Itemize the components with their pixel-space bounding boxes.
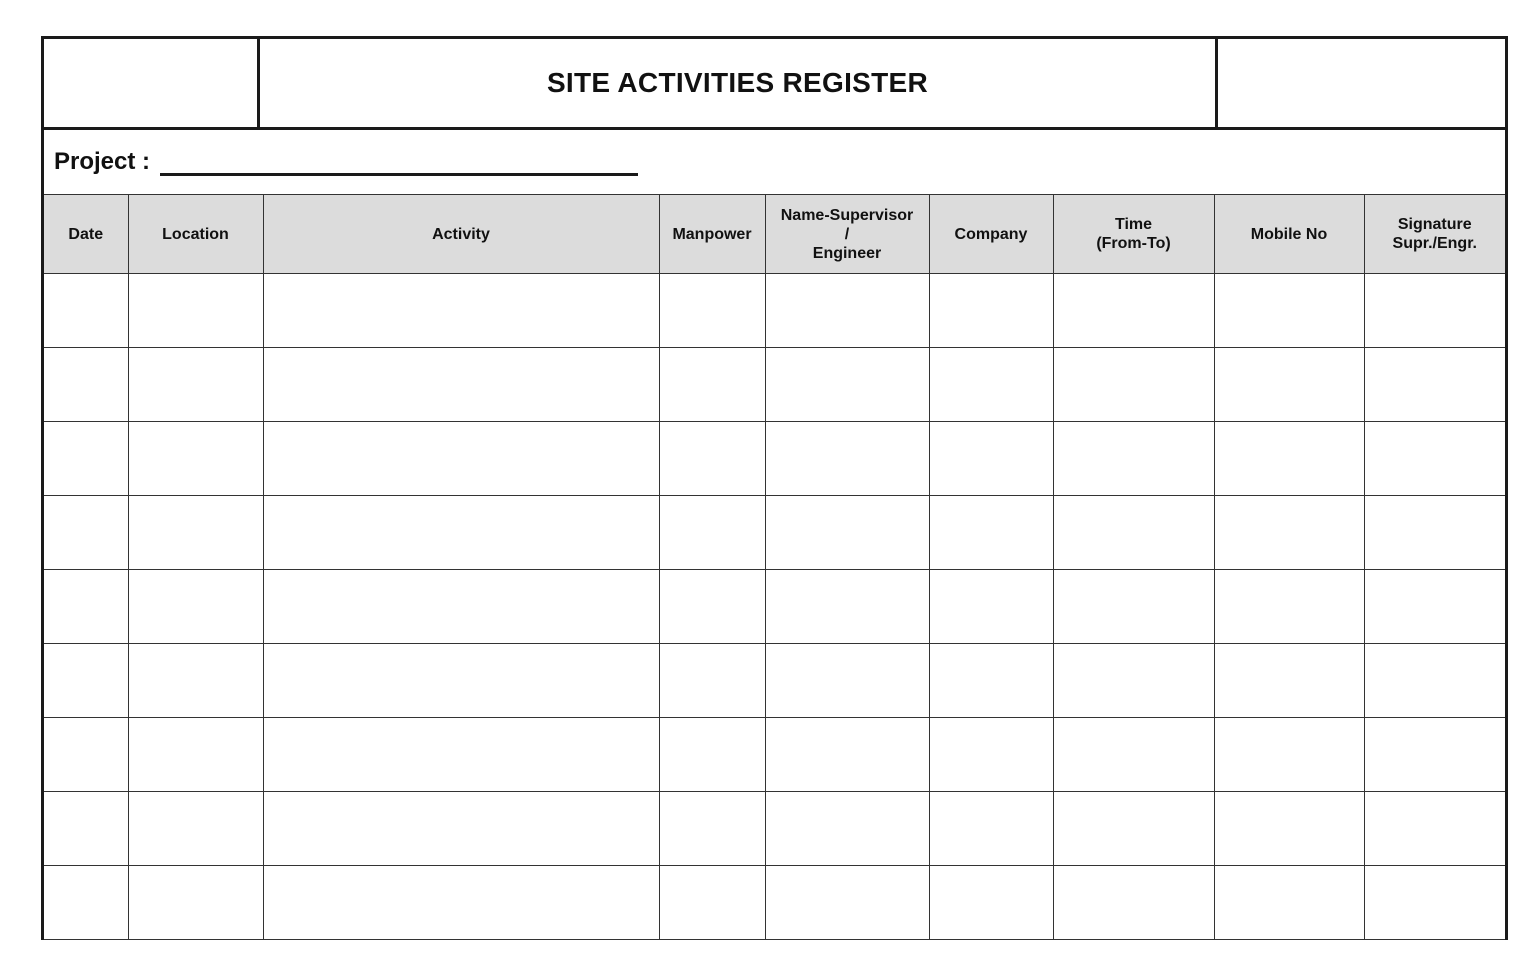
table-cell[interactable] [1364, 422, 1505, 496]
table-cell[interactable] [263, 718, 659, 792]
table-cell[interactable] [765, 348, 929, 422]
table-cell[interactable] [1214, 644, 1364, 718]
register-form [41, 36, 1508, 940]
table-cell[interactable] [659, 644, 765, 718]
table-cell[interactable] [1214, 422, 1364, 496]
table-body [44, 274, 1505, 940]
column-header-signature: Signature Supr./Engr. [1364, 195, 1505, 274]
table-cell[interactable] [44, 348, 128, 422]
table-cell[interactable] [44, 792, 128, 866]
column-header-manpower: Manpower [659, 195, 765, 274]
table-cell[interactable] [1364, 570, 1505, 644]
table-cell[interactable] [263, 866, 659, 940]
table-cell[interactable] [765, 422, 929, 496]
table-cell[interactable] [44, 866, 128, 940]
table-cell[interactable] [929, 570, 1053, 644]
table-cell[interactable] [659, 792, 765, 866]
table-cell[interactable] [263, 274, 659, 348]
table-cell[interactable] [128, 422, 263, 496]
table-cell[interactable] [44, 422, 128, 496]
table-cell[interactable] [44, 274, 128, 348]
project-label: Project : [54, 148, 151, 175]
table-cell[interactable] [659, 570, 765, 644]
table-cell[interactable] [1214, 792, 1364, 866]
reference-box [1218, 39, 1505, 127]
table-cell[interactable] [1053, 644, 1214, 718]
table-cell[interactable] [128, 718, 263, 792]
table-cell[interactable] [1364, 718, 1505, 792]
table-cell[interactable] [765, 274, 929, 348]
table-cell[interactable] [1364, 866, 1505, 940]
table-cell[interactable] [929, 718, 1053, 792]
table-cell[interactable] [765, 570, 929, 644]
column-header-activity: Activity [263, 195, 659, 274]
column-header-mobile: Mobile No [1214, 195, 1364, 274]
table-cell[interactable] [1214, 718, 1364, 792]
table-row [44, 644, 1505, 718]
table-cell[interactable] [929, 496, 1053, 570]
table-row [44, 496, 1505, 570]
table-cell[interactable] [1364, 274, 1505, 348]
table-cell[interactable] [263, 644, 659, 718]
activities-table [44, 194, 1505, 940]
column-header-location: Location [128, 195, 263, 274]
table-cell[interactable] [128, 274, 263, 348]
table-cell[interactable] [128, 570, 263, 644]
table-row [44, 792, 1505, 866]
table-cell[interactable] [1053, 718, 1214, 792]
table-cell[interactable] [765, 866, 929, 940]
table-cell[interactable] [263, 792, 659, 866]
title-row [44, 39, 1505, 130]
table-cell[interactable] [1364, 644, 1505, 718]
table-cell[interactable] [263, 348, 659, 422]
table-cell[interactable] [1053, 866, 1214, 940]
table-cell[interactable] [1364, 496, 1505, 570]
table-cell[interactable] [263, 570, 659, 644]
table-row [44, 570, 1505, 644]
table-cell[interactable] [1053, 792, 1214, 866]
table-cell[interactable] [1214, 274, 1364, 348]
table-cell[interactable] [765, 496, 929, 570]
table-cell[interactable] [929, 348, 1053, 422]
column-header-company: Company [929, 195, 1053, 274]
table-cell[interactable] [659, 348, 765, 422]
project-row [44, 130, 1505, 194]
table-row [44, 866, 1505, 940]
table-cell[interactable] [659, 496, 765, 570]
table-cell[interactable] [44, 644, 128, 718]
table-cell[interactable] [765, 792, 929, 866]
table-cell[interactable] [44, 570, 128, 644]
table-cell[interactable] [44, 496, 128, 570]
table-cell[interactable] [1214, 496, 1364, 570]
table-cell[interactable] [263, 496, 659, 570]
table-cell[interactable] [1053, 348, 1214, 422]
table-cell[interactable] [1364, 348, 1505, 422]
table-cell[interactable] [1053, 496, 1214, 570]
table-cell[interactable] [128, 644, 263, 718]
table-cell[interactable] [44, 718, 128, 792]
table-row [44, 274, 1505, 348]
table-cell[interactable] [765, 644, 929, 718]
table-cell[interactable] [1364, 792, 1505, 866]
table-cell[interactable] [659, 274, 765, 348]
table-cell[interactable] [659, 718, 765, 792]
table-cell[interactable] [1053, 274, 1214, 348]
table-cell[interactable] [128, 496, 263, 570]
table-cell[interactable] [929, 792, 1053, 866]
table-cell[interactable] [128, 348, 263, 422]
project-name-field[interactable] [160, 155, 638, 176]
column-header-time: Time (From-To) [1053, 195, 1214, 274]
logo-box [44, 39, 260, 127]
table-cell[interactable] [929, 274, 1053, 348]
column-header-supervisor: Name-Supervisor / Engineer [765, 195, 929, 274]
table-row [44, 718, 1505, 792]
table-cell[interactable] [1214, 570, 1364, 644]
table-cell[interactable] [929, 644, 1053, 718]
table-cell[interactable] [929, 422, 1053, 496]
table-cell[interactable] [1214, 866, 1364, 940]
table-cell[interactable] [1053, 422, 1214, 496]
form-title: SITE ACTIVITIES REGISTER [546, 67, 929, 98]
table-cell[interactable] [765, 718, 929, 792]
table-row [44, 422, 1505, 496]
table-cell[interactable] [128, 866, 263, 940]
column-header-date: Date [44, 195, 128, 274]
title-box [260, 39, 1218, 127]
table-cell[interactable] [929, 866, 1053, 940]
table-cell[interactable] [128, 792, 263, 866]
table-cell[interactable] [1214, 348, 1364, 422]
table-cell[interactable] [1053, 570, 1214, 644]
table-header-row [44, 195, 1505, 274]
table-cell[interactable] [659, 866, 765, 940]
table-cell[interactable] [659, 422, 765, 496]
table-cell[interactable] [263, 422, 659, 496]
table-row [44, 348, 1505, 422]
